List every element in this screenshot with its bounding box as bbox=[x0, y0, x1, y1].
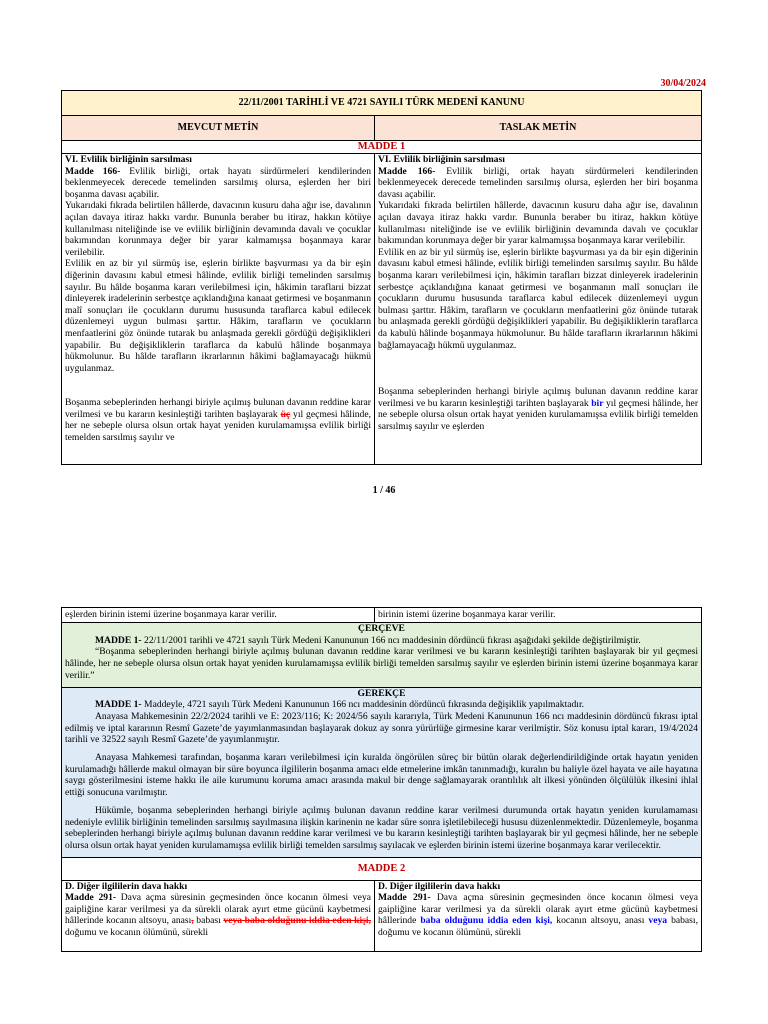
comparison-table bbox=[61, 90, 702, 465]
gerekce-paragraph-3: Anayasa Mahkemesi tarafından, boşanma kararı verilebilmesi için kuralda öngörülen süreç bir bütün olarak değerlendirildiğinde ortak hayatın yeniden kurulamadığı hâllerde makul olmayan bir süre boyunca ilgililerin boşanma amacı elde etmelerine imkân tanınmadığı, kuralın bu haliyle özel hayata ve aile hayatına saygı gösterilmesini isteme hakkı ile aile kurumunu koruma amacı arasında makul bir denge sağlamayarak orantılılık alt ilkesi yönünden ölçülülük ilkesini ihlal ettiği sonucuna varılmıştır. bbox=[65, 752, 698, 799]
madde-2-label: MADDE 2 bbox=[62, 857, 702, 880]
cerceve-section bbox=[62, 623, 702, 688]
mevcut-paragraph-1: Evlilik birliği, ortak hayatı sürdürmeleri kendilerinden beklenmeyecek derecede temelinden sarsılmış olursa, eşlerden her biri boşanma davası açabilir. bbox=[65, 165, 372, 200]
inserted-text: bir bbox=[591, 397, 604, 409]
madde-2-mevcut-text bbox=[62, 880, 375, 951]
header-taslak-metin: TASLAK METİN bbox=[375, 116, 702, 141]
mevcut-paragraph-4-start: Boşanma sebeplerinden herhangi biriyle açılmış bulunan davanın reddine karar verilmesi ve bu kararın kesinleştiği tarihten başlayarak bbox=[65, 397, 371, 420]
law-title: 22/11/2001 TARİHLİ VE 4721 SAYILI TÜRK MEDENİ KANUNU bbox=[62, 91, 702, 116]
deleted-text: üç bbox=[280, 408, 291, 420]
page-number: 1 / 46 bbox=[372, 485, 396, 496]
madde-2-taslak-text-2: kocanın altsoyu, anası bbox=[552, 915, 649, 927]
madde-1-mevcut-text bbox=[62, 154, 375, 465]
taslak-paragraph-4-end: yıl geçmesi hâlinde, her ne sebeple olursa olsun ortak hayat yeniden kurulamamışsa evlilik birliği temelden sarsılmış sayılır ve eşlerden bbox=[378, 397, 699, 432]
gerekce-paragraph-4: Hükümle, boşanma sebeplerinden herhangi biriyle açılmış bulunan davanın reddine karar verilmesi durumunda ortak hayatın yeniden kurulamaması nedeniyle evlilik birliğinin temelinden sarsılmış sayılmasına ilişkin karinenin ne kadar süre sonra işletilebileceği hususu düzenlenmektedir. Düzenlemeyle, boşanma sebeplerinden herhangi biriyle açılmış bulunan davanın reddine karar verilmesi ve bu kararın kesinleştiği tarihten başlayarak bir yıl geçmesi hâlinde, her ne sebeple olursa olsun ortak hayat yeniden kurulamamışsa evlilik birliği temelden sarsılmış sayılacak ve eşlerden birinin istemi üzerine boşanmaya karar verilecektir. bbox=[65, 804, 698, 851]
deleted-text: veya baba olduğunu iddia eden kişi, bbox=[223, 915, 371, 927]
mevcut-continuation: eşlerden birinin istemi üzerine boşanmaya karar verilir. bbox=[62, 608, 375, 623]
cerceve-heading: ÇERÇEVE bbox=[358, 623, 405, 634]
madde-2-mevcut-article-label: Madde 291- bbox=[65, 892, 117, 904]
madde-1-taslak-text bbox=[375, 154, 702, 465]
inserted-text: veya bbox=[648, 915, 668, 927]
taslak-heading: VI. Evlilik birliğinin sarsılması bbox=[378, 154, 505, 165]
madde-2-mevcut-heading: D. Diğer ilgililerin dava hakkı bbox=[65, 880, 188, 892]
taslak-paragraph-3: Evlilik en az bir yıl sürmüş ise, eşlerin birlikte başvurması ya da bir eşin diğerinin davasını kabul etmesi hâlinde, evlilik birliği temelinden sarsılmış sayılır. Bu hâlde boşanma kararı verilebilmesi için, hâkimin tarafları bizzat dinleyerek iradelerinin serbestçe açıklandığına kanaat getirmesi ve boşanmanın malî sonuçları ile çocukların durumu hususunda taraflarca kabul edilecek düzenlemeyi uygun bulması şarttır. Hâkim, tarafların ve çocukların menfaatlerini göz önünde tutarak bu anlaşmada gerekli gördüğü değişiklikleri yapabilir. Bu değişikliklerin taraflarca da kabulü hâlinde boşanmaya hükmolunur. Bu hâlde tarafların ikrarlarının hâkimi bağlamayacağı hükmü uygulanmaz. bbox=[378, 246, 699, 351]
taslak-paragraph-2: Yukarıdaki fıkrada belirtilen hâllerde, davacının kusuru daha ağır ise, davalının açılan davaya itiraz hakkı vardır. Bununla beraber bu itiraz, hakkın kötüye kullanılması niteliğinde ise ve evlilik birliğinin devamında davalı ve çocuklar bakımından korunmaya değer bir yarar kalmamışsa boşanmaya karar verilebilir. bbox=[378, 200, 699, 247]
madde-2-mevcut-text-2: babası bbox=[193, 915, 224, 927]
gerekce-paragraph-2: Anayasa Mahkemesinin 22/2/2024 tarihli ve E: 2023/116; K: 2024/56 sayılı kararıyla, Türk Medeni Kanununun 166 ncı maddesinin dördüncü fıkrası iptal edilmiş ve iptal kararının Resmî Gazete’de yayımlanmasından başlayarak dokuz ay sonra yürürlüğe girmesine karar verilmiştir. Söz konusu iptal kararı, 19/4/2024 tarihli ve 32522 sayılı Resmî Gazete’de yayımlanmıştır. bbox=[65, 710, 698, 746]
header-mevcut-metin: MEVCUT METİN bbox=[62, 116, 375, 141]
mevcut-paragraph-2: Yukarıdaki fıkrada belirtilen hâllerde, davacının kusuru daha ağır ise, davalının açılan davaya itiraz hakkı vardır. Bununla beraber bu itiraz, hakkın kötüye kullanılması niteliğinde ise ve evlilik birliğinin devamında davalı ve çocuklar bakımından korunmaya değer bir yarar kalmamışsa boşanmaya karar verilebilir. bbox=[65, 200, 371, 258]
mevcut-heading: VI. Evlilik birliğinin sarsılması bbox=[65, 154, 192, 165]
gerekce-section bbox=[62, 687, 702, 857]
gerekce-heading: GEREKÇE bbox=[357, 687, 406, 699]
document-date: 30/04/2024 bbox=[660, 78, 706, 89]
mevcut-paragraph-3: Evlilik en az bir yıl sürmüş ise, eşlerin birlikte başvurması ya da bir eşin diğerinin davasını kabul etmesi hâlinde, evlilik birliği temelinden sarsılmış sayılır. Bu hâlde boşanma kararı verilebilmesi için, hâkimin taraflarıi bizzat dinleyerek iradelerinin serbestçe açıklandığına kanaat getirmesi ve boşanmanın malî sonuçları ile çocukların durumu hususunda taraflarca kabul edilecek düzenlemeyi uygun bulması şarttır. Hâkim, tarafların ve çocukların menfaatlerini göz önünde tutarak bu anlaşmada gerekli gördüğü değişiklikleri yapabilir. Bu değişikliklerin taraflarca da kabulü hâlinde boşanmaya hükmolunur. Bu hâlde tarafların ikrarlarının hâkimi bağlamayacağı hükmü uygulanmaz. bbox=[65, 258, 371, 374]
mevcut-paragraph-4-end: yıl geçmesi hâlinde, her ne sebeple olursa olsun ortak hayat yeniden kurulamamışsa evlilik birliği temelden sarsılmış sayılır ve bbox=[65, 408, 371, 444]
madde-2-mevcut-text-3: doğumu ve kocanın ölümünü, sürekli bbox=[65, 927, 209, 939]
madde-2-taslak-article-label: Madde 291- bbox=[378, 892, 431, 904]
madde-2-taslak-text-1: Dava açma süresinin geçmesinden önce kocanın ölmesi veya gaipliğine karar verilmesi ya da sürekli olarak ayırt etme gücünü kaybetmesi hâllerinde bbox=[378, 892, 699, 927]
cerceve-article-label: MADDE 1- bbox=[95, 634, 142, 646]
mevcut-article-label: Madde 166- bbox=[65, 165, 121, 177]
madde-2-taslak-heading: D. Diğer ilgililerin dava hakkı bbox=[378, 880, 501, 892]
gerekce-article-label: MADDE 1- bbox=[95, 699, 142, 711]
madde-2-mevcut-text-1: Dava açma süresinin geçmesinden önce kocanın ölmesi veya gaipliğine karar verilmesi ya da sürekli olarak ayırt etme gücünü kaybetmesi hâllerinde kocanın altsoyu, anası bbox=[65, 892, 371, 927]
cerceve-paragraph-2: “Boşanma sebeplerinden herhangi biriyle açılmış bulunan davanın reddine karar verilmesi ve bu kararın kesinleştiği tarihten başlayarak bir yıl geçmesi hâlinde, her ne sebeple olursa olsun ortak hayat yeniden kurulamamışsa evlilik birliği temelden sarsılmış sayılır ve eşlerden birinin istemi üzerine boşanmaya karar verilir.” bbox=[65, 646, 698, 681]
inserted-text: baba olduğunu iddia eden kişi, bbox=[420, 915, 553, 927]
taslak-article-label: Madde 166- bbox=[378, 165, 436, 177]
taslak-paragraph-4-start: Boşanma sebeplerinden herhangi biriyle açılmış bulunan davanın reddine karar verilmesi ve bu kararın kesinleştiği tarihten başlayarak bbox=[378, 386, 699, 409]
taslak-continuation: birinin istemi üzerine boşanmaya karar verilir. bbox=[375, 608, 702, 623]
deleted-text: , bbox=[191, 915, 194, 927]
taslak-paragraph-1: Evlilik birliği, ortak hayatı sürdürmeleri kendilerinden beklenmeyecek derecede temelinden sarsılmış olursa, eşlerden her biri boşanma davası açabilir. bbox=[378, 165, 699, 200]
gerekce-paragraph-1: Maddeyle, 4721 sayılı Türk Medeni Kanununun 166 ncı maddesinin dördüncü fıkrasında değişiklik yapılmaktadır. bbox=[141, 699, 585, 711]
madde-2-taslak-text-3: babası, doğumu ve kocanın ölümünü, sürekli bbox=[378, 915, 698, 939]
cerceve-paragraph-1: 22/11/2001 tarihli ve 4721 sayılı Türk Medeni Kanununun 166 ncı maddesinin dördüncü fıkrası aşağıdaki şekilde değiştirilmiştir. bbox=[141, 634, 641, 646]
madde-1-label: MADDE 1 bbox=[62, 141, 702, 154]
comparison-table-continued bbox=[61, 607, 702, 952]
madde-2-taslak-text bbox=[375, 880, 702, 951]
